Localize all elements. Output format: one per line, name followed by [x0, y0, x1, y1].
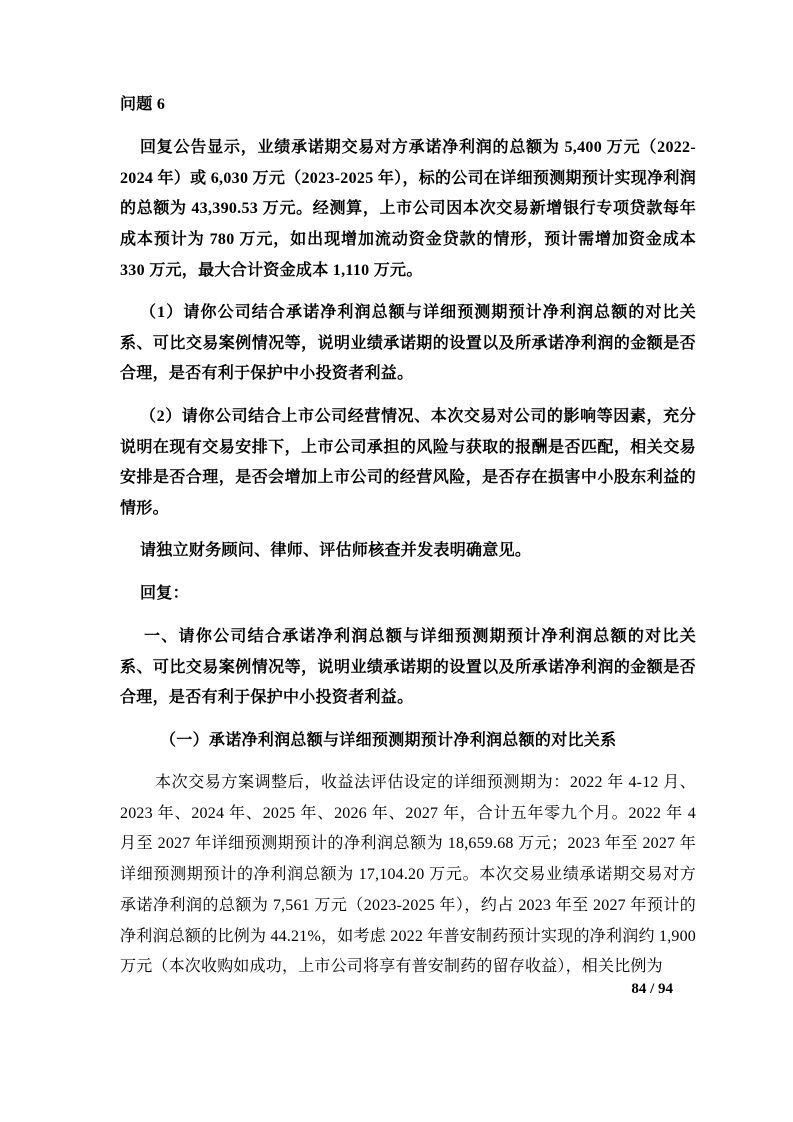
subsection-one-heading: （一）承诺净利润总额与详细预测期预计净利润总额的对比关系: [160, 732, 617, 749]
intro-paragraph: 回复公告显示，业绩承诺期交易对方承诺净利润的总额为 5,400 万元（2022-2024 年）或 6,030 万元（2023-2025 年），标的公司在详细预测期预计实现净利润的总额为 43,390.53 万元。经测算，上市公司因本次交易新增银行专项贷款每年成本预计为 780 万元，如出现增加流动资金贷款的情形，预计需增加资金成本 330 万元，最大合计资金成本 1,110 万元。: [120, 139, 696, 279]
reply-body-paragraph: 本次交易方案调整后，收益法评估设定的详细预测期为：2022 年 4-12 月、2023 年、2024 年、2025 年、2026 年、2027 年，合计五年零九个月。2022 年 4 月至 2027 年详细预测期预计的净利润总额为 18,659.68 万元；2023 年至 2027 年详细预测期预计的净利润总额为 17,104.20 万元。本次交易业绩承诺期交易对方承诺净利润的总额为 7,561 万元（2023-2025 年），约占 2023 年至 2027 年预计的净利润总额的比例为 44.21%，如考虑 2022 年普安制药预计实现的净利润约 1,900 万元（本次收购如成功，上市公司将享有普安制药的留存收益），相关比例为: [120, 774, 696, 976]
question-6-heading: 问题 6: [120, 96, 166, 113]
section-one-heading: 一、请你公司结合承诺净利润总额与详细预测期预计净利润总额的对比关系、可比交易案例情况等，说明业绩承诺期的设置以及所承诺净利润的金额是否合理，是否有利于保护中小投资者利益。: [120, 628, 696, 707]
page-number: 84 / 94: [631, 981, 673, 997]
reply-label: 回复：: [140, 585, 189, 602]
question-item-2: （2）请你公司结合上市公司经营情况、本次交易对公司的影响等因素，充分说明在现有交易安排下，上市公司承担的风险与获取的报酬是否匹配，相关交易安排是否合理，是否会增加上市公司的经营风险，是否存在损害中小股东利益的情形。: [120, 408, 696, 518]
verification-request: 请独立财务顾问、律师、评估师核查并发表明确意见。: [140, 542, 532, 559]
question-item-1: （1）请你公司结合承诺净利润总额与详细预测期预计净利润总额的对比关系、可比交易案例情况等，说明业绩承诺期的设置以及所承诺净利润的金额是否合理，是否有利于保护中小投资者利益。: [120, 304, 696, 383]
